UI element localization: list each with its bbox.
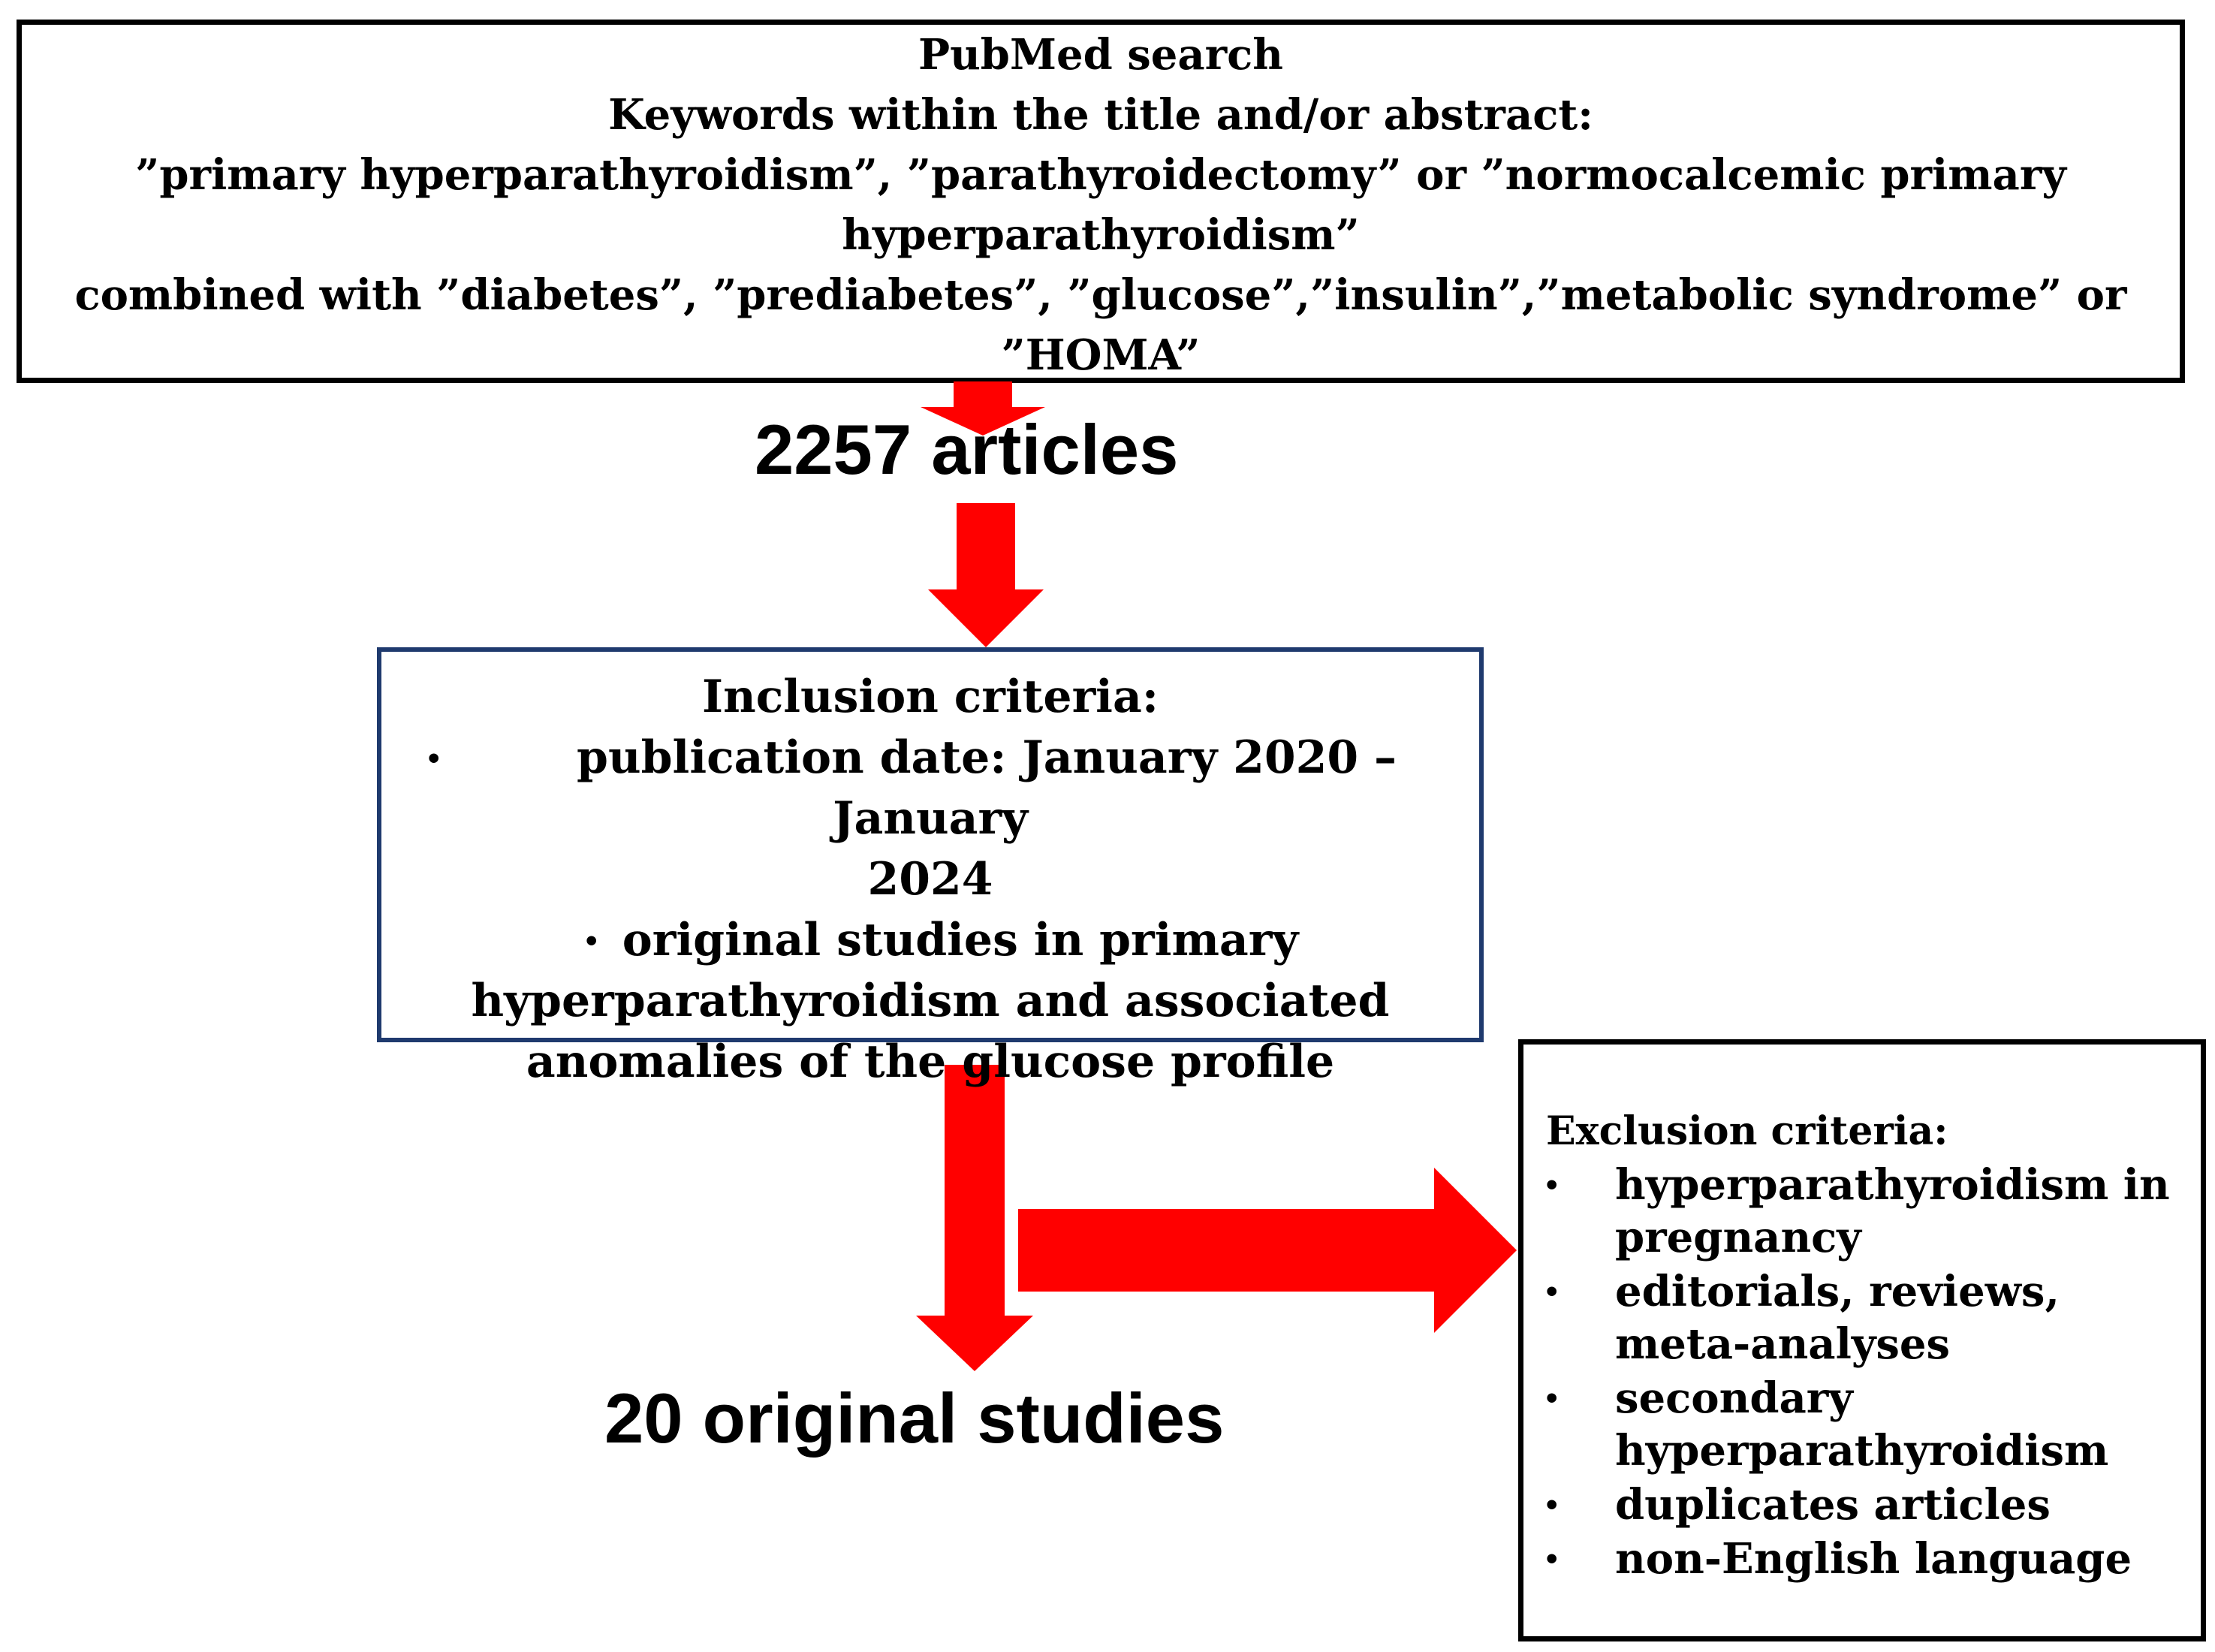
exclusion-item-editorials [1546, 1265, 2201, 1370]
exclusion-item-pregnancy [1546, 1159, 2201, 1264]
inclusion-item-original-studies [381, 910, 1479, 971]
inclusion-item-2-line-2: hyperparathyroidism and associated [471, 975, 1390, 1027]
exclusion-title: Exclusion criteria: [1546, 1108, 1948, 1154]
search-keywords-heading: Keywords within the title and/or abstract: [608, 90, 1593, 140]
inclusion-item-2-text: original studies in primary [622, 914, 1299, 966]
exclusion-item-secondary [1546, 1372, 2201, 1477]
exclusion-item-text: secondary hyperparathyroidism [1615, 1373, 2109, 1476]
inclusion-criteria-box [377, 647, 1484, 1088]
articles-count-label: 2257 articles [755, 410, 1179, 489]
exclusion-list [1546, 1159, 2201, 1585]
search-terms-line-4: ”HOMA” [1001, 330, 1201, 380]
arrow-inclusion-to-studies [916, 1065, 1033, 1371]
arrow-count-to-inclusion [928, 503, 1044, 647]
inclusion-item-publication-date [381, 728, 1479, 849]
arrow-to-exclusion [1018, 1168, 1517, 1333]
bullet-icon: • [428, 740, 440, 776]
exclusion-item-text: non-English language [1615, 1534, 2132, 1584]
inclusion-item-2-line-3: anomalies of the glucose profile [526, 1036, 1335, 1088]
bullet-icon: • [1546, 1379, 1558, 1416]
exclusion-item-language [1546, 1533, 2201, 1585]
original-studies-label: 20 original studies [604, 1379, 1225, 1458]
exclusion-criteria-box [1518, 1039, 2206, 1641]
search-terms-line-3: combined with ”diabetes”, ”prediabetes”, ”glucose”,”insulin”,”metabolic syndrome” or [74, 270, 2127, 320]
inclusion-title: Inclusion criteria: [702, 671, 1159, 723]
exclusion-item-text: duplicates articles [1615, 1480, 2051, 1530]
exclusion-item-text: editorials, reviews, meta-analyses [1615, 1267, 2060, 1369]
inclusion-item-1-text: publication date: January 2020 – January [577, 731, 1397, 845]
bullet-icon: • [1546, 1166, 1558, 1203]
search-terms-line-1: ”primary hyperparathyroidism”, ”parathyroidectomy” or ”normocalcemic primary [135, 150, 2066, 200]
bullet-icon: • [1546, 1486, 1558, 1523]
exclusion-item-duplicates [1546, 1479, 2201, 1531]
search-terms-line-2: hyperparathyroidism” [842, 210, 1360, 260]
bullet-icon: • [1546, 1273, 1558, 1310]
bullet-icon: • [1546, 1540, 1558, 1577]
exclusion-item-text: hyperparathyroidism in pregnancy [1615, 1160, 2170, 1262]
bullet-icon: • [586, 922, 598, 959]
search-title: PubMed search [918, 30, 1283, 80]
inclusion-item-1-continuation: 2024 [867, 853, 993, 906]
